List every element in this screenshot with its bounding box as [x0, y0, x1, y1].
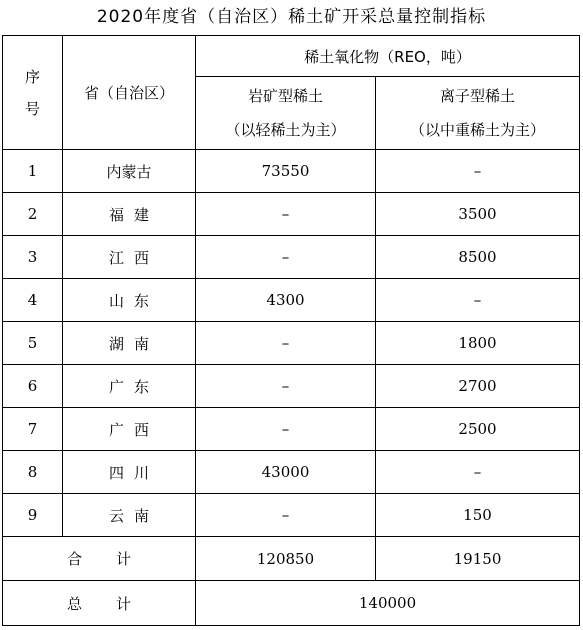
- cell-rock: –: [196, 408, 376, 451]
- total-row: [3, 581, 580, 626]
- cell-rock: 73550: [196, 150, 376, 193]
- table-row: [3, 365, 580, 408]
- cell-province: 湖南: [63, 322, 196, 365]
- subtotal-ion: 19150: [376, 537, 580, 581]
- cell-province: 江西: [63, 236, 196, 279]
- header-seq-line2: 号: [24, 99, 40, 118]
- cell-province: 山东: [63, 279, 196, 322]
- cell-ion: –: [376, 150, 580, 193]
- cell-province: 四川: [63, 451, 196, 494]
- cell-seq: 7: [3, 408, 63, 451]
- table-row: [3, 193, 580, 236]
- cell-rock: –: [196, 193, 376, 236]
- cell-province: 广东: [63, 365, 196, 408]
- cell-ion: 8500: [376, 236, 580, 279]
- cell-rock: –: [196, 365, 376, 408]
- cell-rock: –: [196, 494, 376, 537]
- cell-ion: 1800: [376, 322, 580, 365]
- header-ion-note: （以中重稀土为主）: [409, 121, 545, 139]
- table-row: [3, 150, 580, 193]
- header-rock-label: 岩矿型稀土: [247, 87, 323, 105]
- table-row: [3, 494, 580, 537]
- cell-seq: 4: [3, 279, 63, 322]
- cell-ion: –: [376, 451, 580, 494]
- total-label: 总计: [3, 581, 196, 626]
- cell-seq: 5: [3, 322, 63, 365]
- cell-rock: –: [196, 322, 376, 365]
- cell-province: 内蒙古: [63, 150, 196, 193]
- cell-province: 广西: [63, 408, 196, 451]
- table-row: [3, 279, 580, 322]
- subtotal-row: [3, 537, 580, 581]
- table-row: [3, 236, 580, 279]
- cell-seq: 9: [3, 494, 63, 537]
- cell-seq: 3: [3, 236, 63, 279]
- header-group: 稀土氧化物（REO，吨）: [196, 36, 580, 77]
- header-seq-line1: 序: [24, 67, 40, 86]
- subtotal-label: 合计: [3, 537, 196, 581]
- header-row-1: [3, 36, 580, 77]
- cell-ion: 150: [376, 494, 580, 537]
- header-rock: [196, 77, 376, 150]
- cell-rock: 4300: [196, 279, 376, 322]
- page-title: 2020年度省（自治区）稀土矿开采总量控制指标: [96, 7, 487, 27]
- header-ion-label: 离子型稀土: [439, 87, 515, 105]
- cell-province: 云南: [63, 494, 196, 537]
- cell-seq: 2: [3, 193, 63, 236]
- cell-province: 福建: [63, 193, 196, 236]
- quota-table: [2, 35, 580, 626]
- table-row: [3, 451, 580, 494]
- header-seq: [3, 36, 63, 150]
- cell-ion: –: [376, 279, 580, 322]
- table-row: [3, 322, 580, 365]
- header-rock-note: （以轻稀土为主）: [225, 121, 346, 139]
- cell-seq: 6: [3, 365, 63, 408]
- cell-rock: –: [196, 236, 376, 279]
- cell-rock: 43000: [196, 451, 376, 494]
- cell-ion: 2500: [376, 408, 580, 451]
- subtotal-rock: 120850: [196, 537, 376, 581]
- total-value: 140000: [196, 581, 580, 626]
- header-ion: [376, 77, 580, 150]
- cell-seq: 1: [3, 150, 63, 193]
- cell-ion: 2700: [376, 365, 580, 408]
- header-province: 省（自治区）: [63, 36, 196, 150]
- table-row: [3, 408, 580, 451]
- cell-ion: 3500: [376, 193, 580, 236]
- cell-seq: 8: [3, 451, 63, 494]
